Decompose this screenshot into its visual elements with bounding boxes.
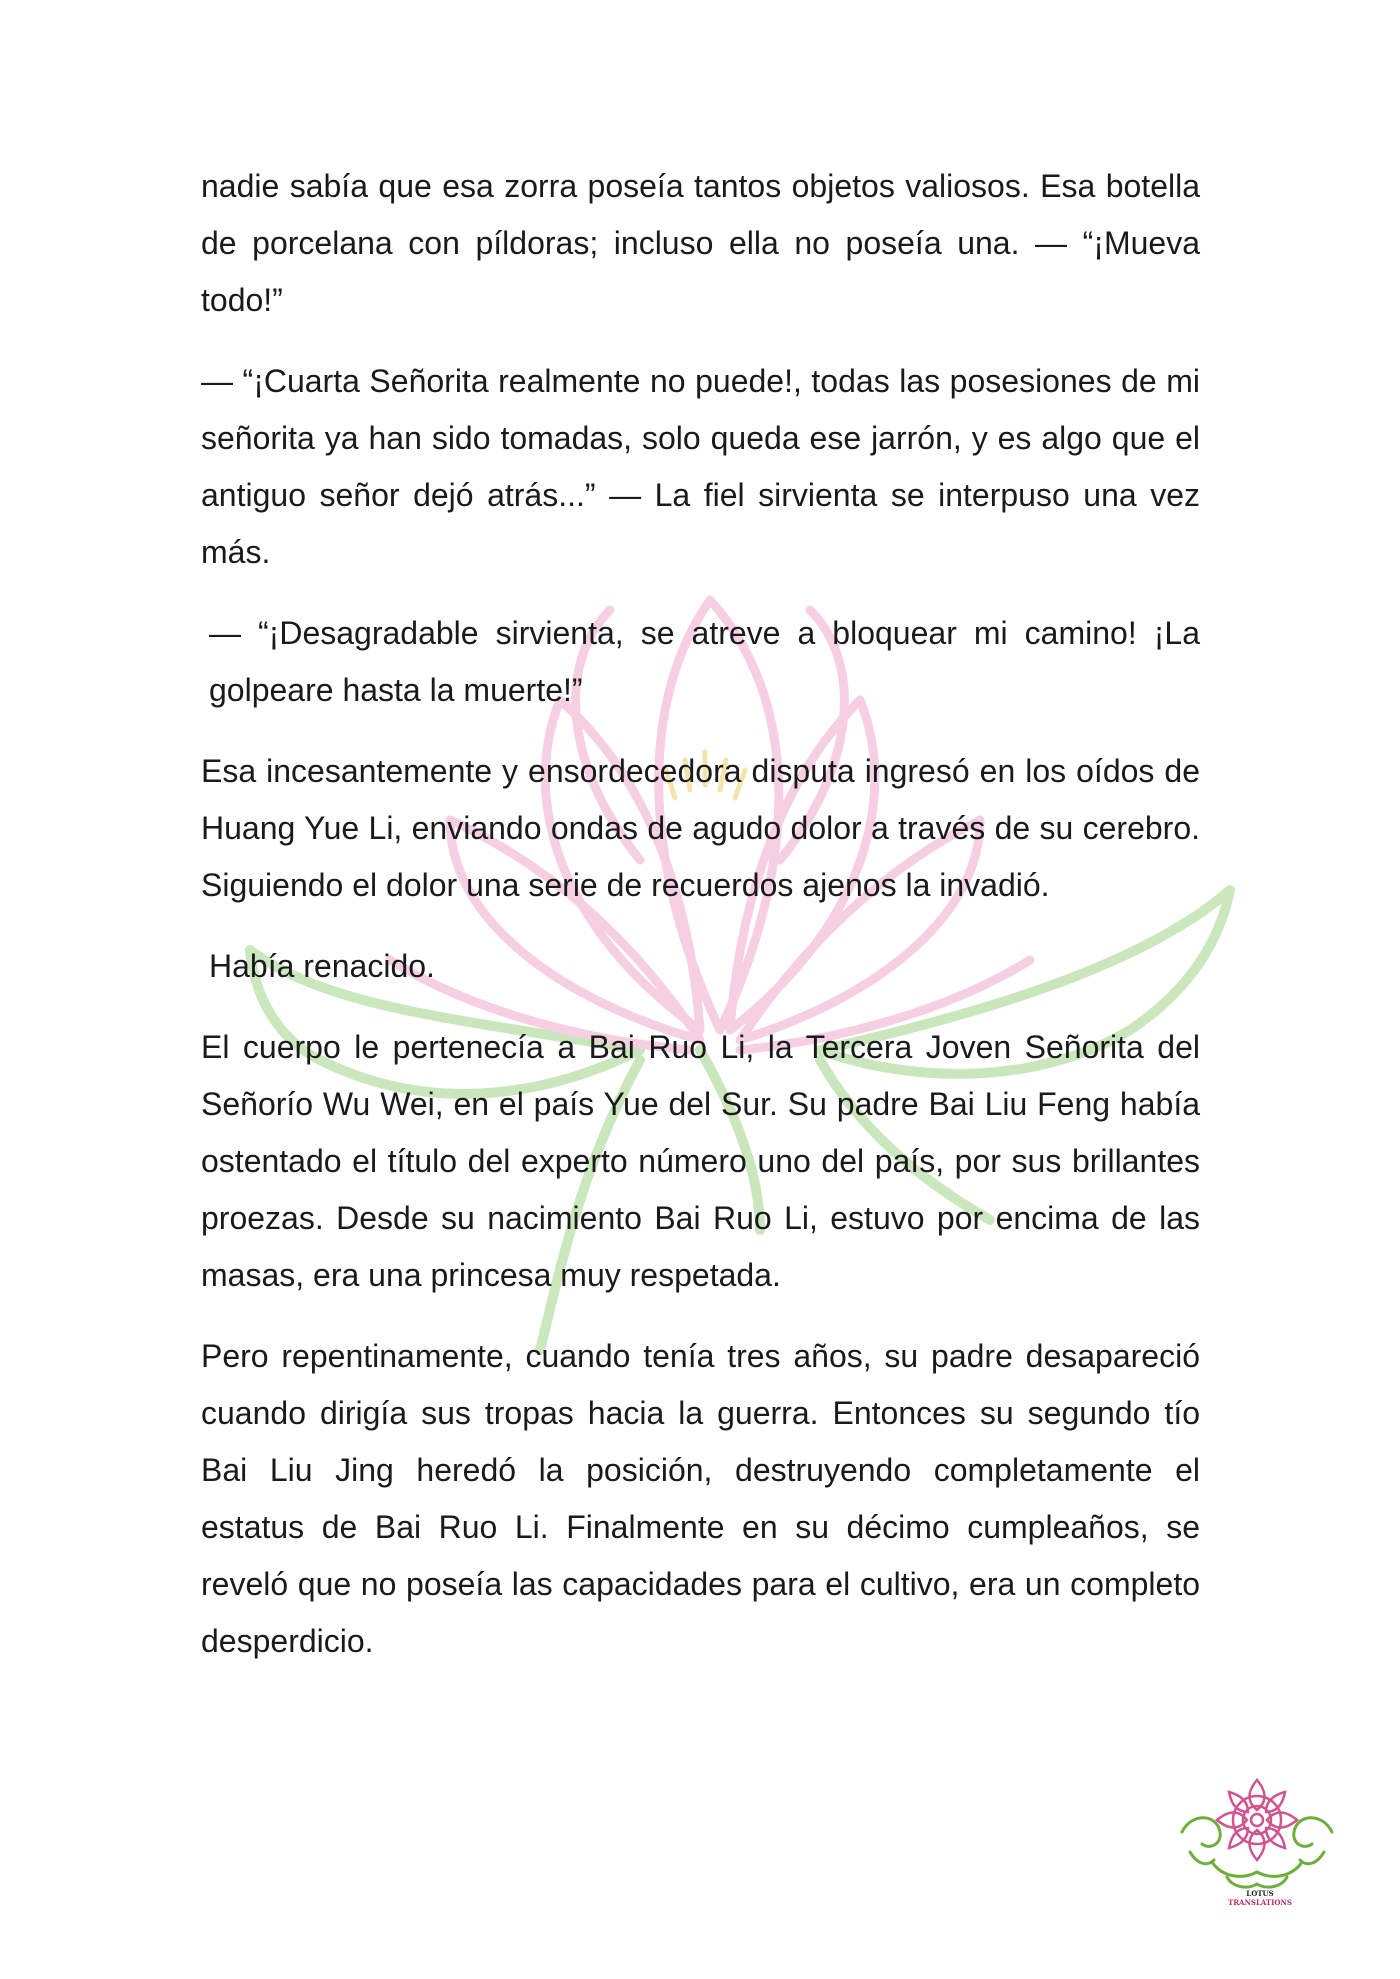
paragraph: Esa incesantemente y ensordecedora disputa ingresó en los oídos de Huang Yue Li, enviando ondas de agudo dolor a través de su cerebro. Siguiendo el dolor una serie de recuerdos ajenos la invadió.: [201, 753, 1200, 903]
paragraph: nadie sabía que esa zorra poseía tantos objetos valiosos. Esa botella de porcelana con píldoras; incluso ella no poseía una. — “¡Mueva todo!”: [201, 168, 1200, 318]
document-body: [201, 158, 1200, 1694]
paragraph: El cuerpo le pertenecía a Bai Ruo Li, la Tercera Joven Señorita del Señorío Wu Wei, en el país Yue del Sur. Su padre Bai Liu Feng había ostentado el título del experto número uno del país, por sus brillantes proezas. Desde su nacimiento Bai Ruo Li, estuvo por encima de las masas, era una princesa muy respetada.: [201, 1029, 1200, 1293]
paragraph: Había renacido.: [209, 948, 435, 984]
paragraph: Pero repentinamente, cuando tenía tres años, su padre desapareció cuando dirigía sus tropas hacia la guerra. Entonces su segundo tío Bai Liu Jing heredó la posición, destruyendo completamente el estatus de Bai Ruo Li. Finalmente en su décimo cumpleaños, se reveló que no poseía las capacidades para el cultivo, era un completo desperdicio.: [201, 1338, 1200, 1659]
paragraph: — “¡Desagradable sirvienta, se atreve a bloquear mi camino! ¡La golpeare hasta la muerte!”: [209, 615, 1200, 708]
paragraph: — “¡Cuarta Señorita realmente no puede!, todas las posesiones de mi señorita ya han sido tomadas, solo queda ese jarrón, y es algo que el antiguo señor dejó atrás...” — La fiel sirvienta se interpuso una vez más.: [201, 363, 1200, 570]
logo-text-line1: LOTUS: [1246, 1889, 1274, 1898]
lotus-translations-logo: [1172, 1752, 1342, 1912]
logo-text-line2: TRANSLATIONS: [1228, 1898, 1292, 1907]
